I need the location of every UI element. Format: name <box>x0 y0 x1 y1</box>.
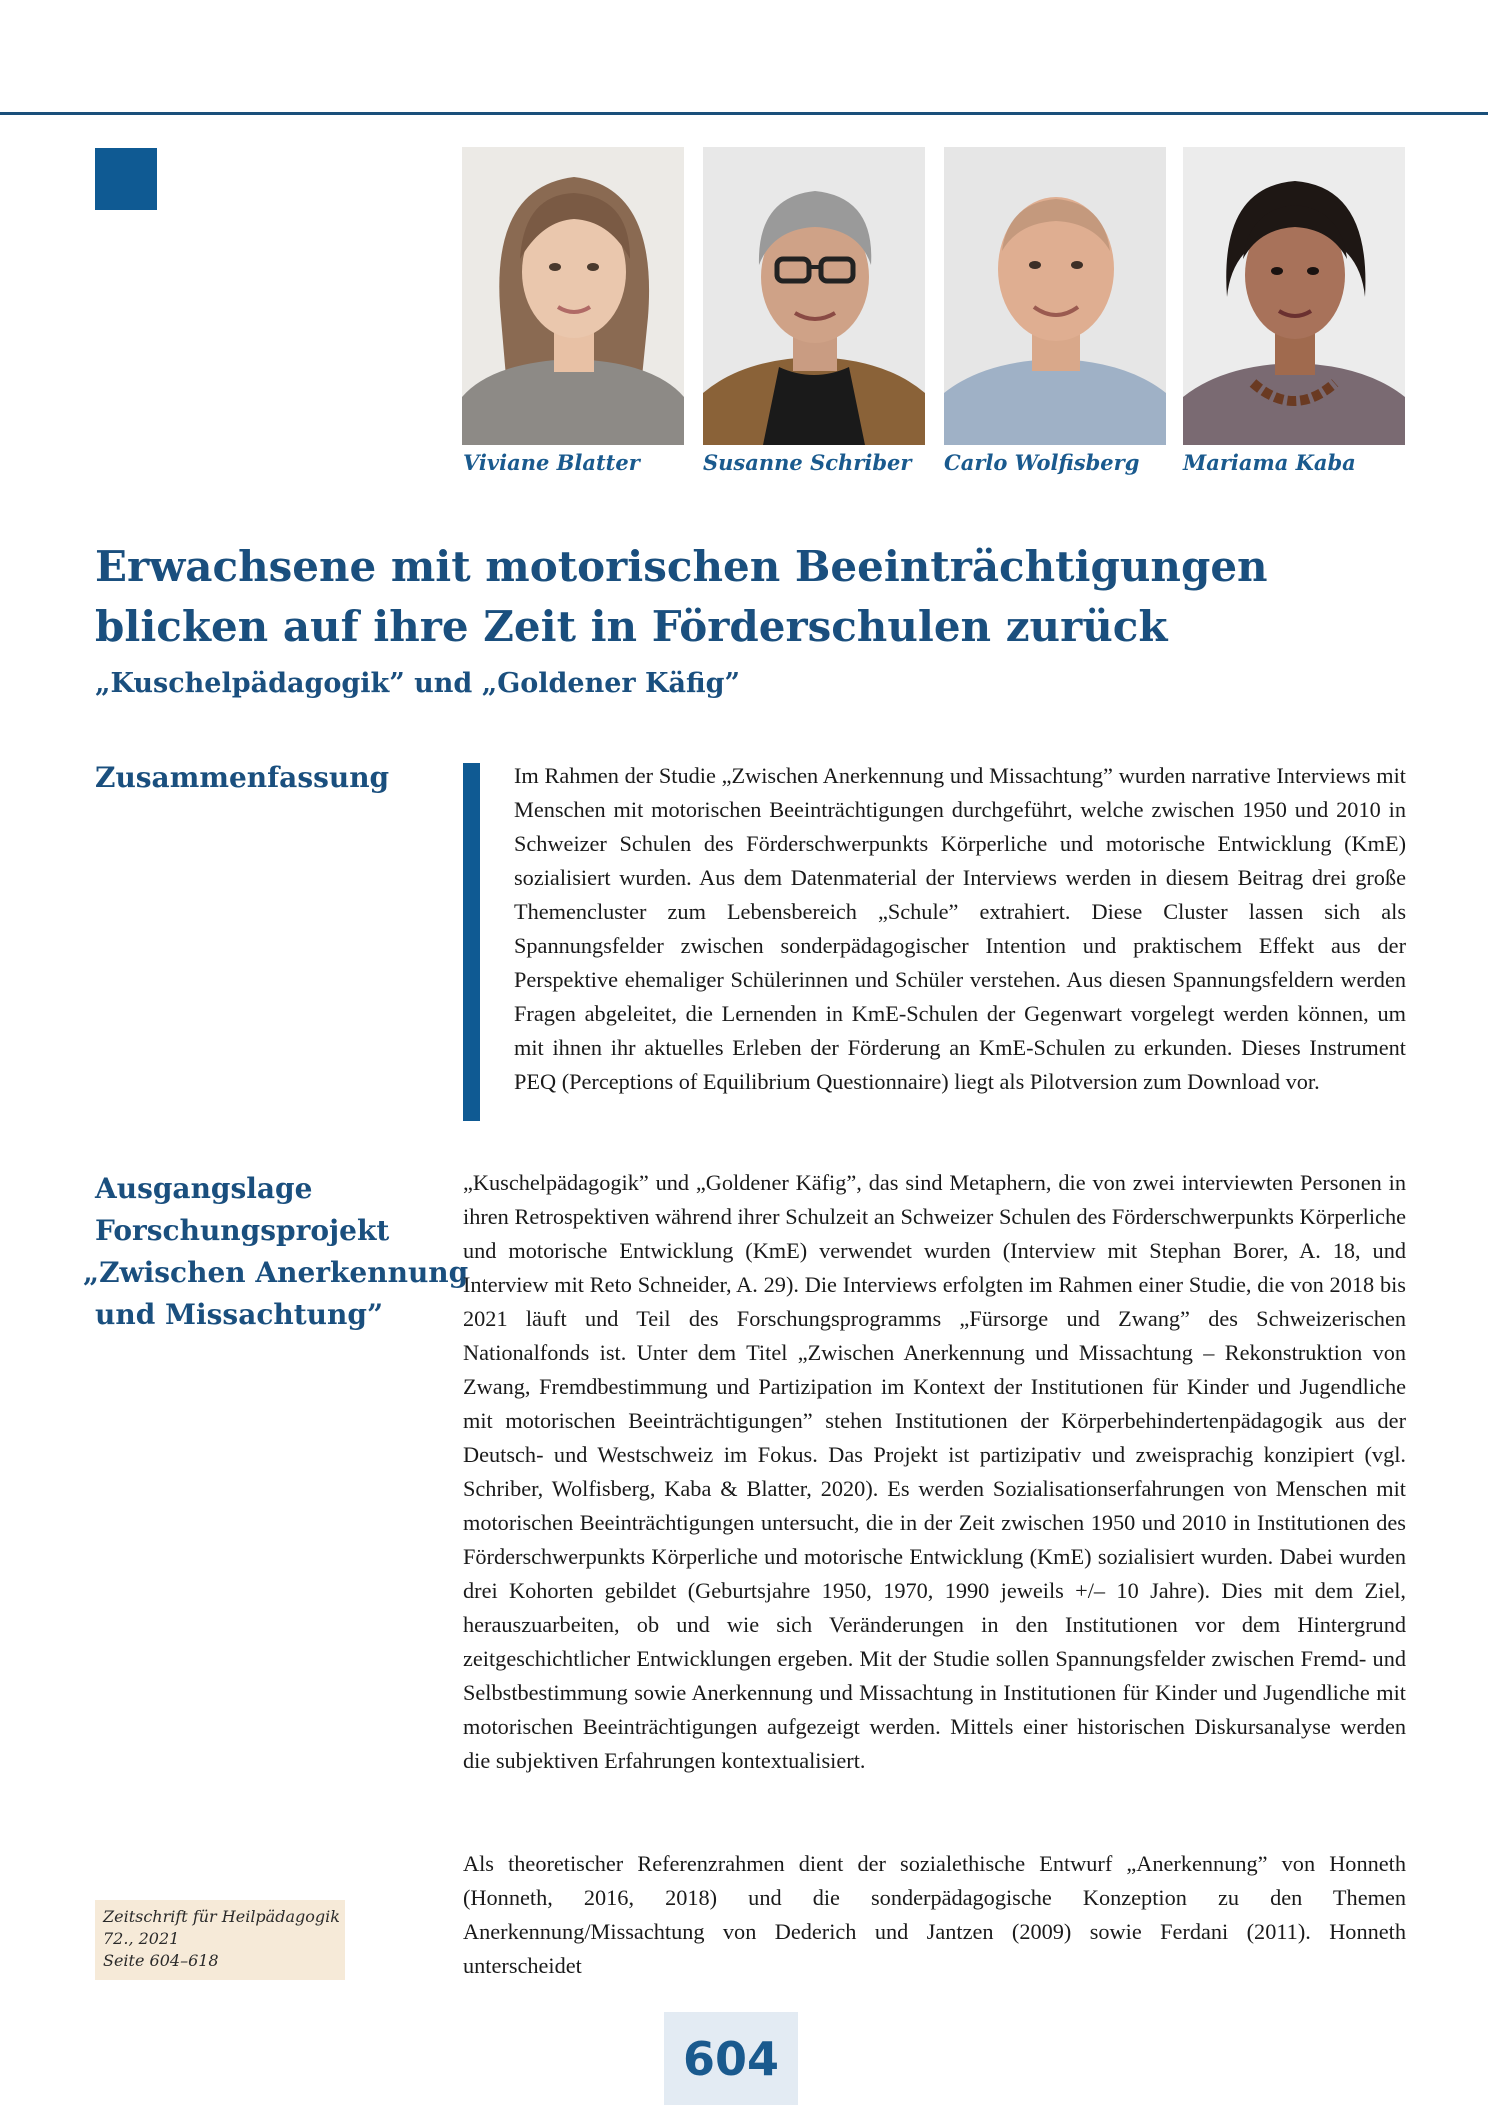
author-name-4: Mariama Kaba <box>1183 450 1356 475</box>
article-title-line-1: Erwachsene mit motorischen Beeinträchtigungen <box>95 542 1268 591</box>
author-portrait-1 <box>462 147 684 445</box>
top-rule <box>0 112 1488 115</box>
journal-name: Zeitschrift für Heilpädagogik <box>103 1907 340 1926</box>
ausgangslage-heading-line-4: und Missachtung” <box>95 1298 384 1331</box>
summary-heading <box>95 757 445 799</box>
summary-text: Im Rahmen der Studie „Zwischen Anerkennung und Missachtung” wurden narrative Interviews mit Menschen mit motorischen Beeinträchtigungen durchgeführt, welche zwischen 1950 und 2010 in Schweizer Schulen des Förderschwerpunkts Körperliche und motorische Entwicklung (KmE) sozialisiert wurden. Aus dem Datenmaterial der Interviews werden in diesem Beitrag drei große Themencluster zum Lebensbereich „Schule” extrahiert. Diese Cluster lassen sich als Spannungsfelder zwischen sonderpädagogischer Intention und praktischem Effekt aus der Perspektive ehemaliger Schülerinnen und Schüler verstehen. Aus diesen Spannungsfeldern werden Fragen abgeleitet, die Lernenden in KmE-Schulen der Gegenwart vorgelegt werden können, um mit ihnen ihr aktuelles Erleben der Förderung an KmE-Schulen zu erkunden. Dieses Instrument PEQ (Perceptions of Equilibrium Questionnaire) liegt als Pilotversion zum Download vor. <box>514 763 1406 1094</box>
ausgangslage-heading-line-2: Forschungsprojekt <box>95 1214 390 1247</box>
author-portrait-4 <box>1183 147 1405 445</box>
page-number: 604 <box>664 2012 798 2105</box>
author-name-3: Carlo Wolfisberg <box>944 450 1140 475</box>
author-name-2: Susanne Schriber <box>703 450 912 475</box>
corner-accent-square <box>95 148 157 210</box>
journal-pages: Seite 604–618 <box>103 1951 219 1970</box>
body-paragraph-1: „Kuschelpädagogik” und „Goldener Käfig”, das sind Metaphern, die von zwei interviewten Personen in ihren Retrospektiven während ihrer Schulzeit an Schweizer Schulen des Förderschwerpunkts Körperliche und motorische Entwicklung (KmE) verwendet wurden (Interview mit Stephan Borer, A. 18, und Interview mit Reto Schneider, A. 29). Die Interviews erfolgten im Rahmen einer Studie, die von 2018 bis 2021 läuft und Teil des Forschungsprogramms „Fürsorge und Zwang” des Schweizerischen Nationalfonds ist. Unter dem Titel „Zwischen Anerkennung und Missachtung – Rekonstruktion von Zwang, Fremdbestimmung und Partizipation im Kontext der Institutionen für Kinder und Jugendliche mit motorischen Beeinträchtigungen” stehen Institutionen der Körperbehindertenpädagogik aus der Deutsch- und Westschweiz im Fokus. Das Projekt ist partizipativ und zweisprachig konzipiert (vgl. Schriber, Wolfisberg, Kaba & Blatter, 2020). Es werden Sozialisationserfahrungen von Menschen mit motorischen Beeinträchtigungen untersucht, die in der Zeit zwischen 1950 und 2010 in Institutionen des Förderschwerpunkts Körperliche und motorische Entwicklung (KmE) sozialisiert wurden. Dabei wurden drei Kohorten gebildet (Geburtsjahre 1950, 1970, 1990 jeweils +/– 10 Jahre). Dies mit dem Ziel, herauszuarbeiten, ob und wie sich Veränderungen in den Institutionen vor dem Hintergrund zeitgeschichtlicher Entwicklungen ergeben. Mit der Studie sollen Spannungsfelder zwischen Fremd- und Selbstbestimmung sowie Anerkennung und Missachtung in Institutionen für Kinder und Jugendliche mit motorischen Beeinträchtigungen aufgezeigt werden. Mittels einer historischen Diskursanalyse werden die subjektiven Erfahrungen kontextualisiert. <box>463 1170 1406 1773</box>
portrait-photo-icon <box>1183 147 1405 445</box>
portrait-photo-icon <box>703 147 925 445</box>
article-title-line-2: blicken auf ihre Zeit in Förderschulen zurück <box>95 602 1168 651</box>
ausgangslage-heading <box>83 1168 469 1336</box>
journal-citation-box <box>95 1900 345 1980</box>
article-subtitle: „Kuschelpädagogik” und „Goldener Käfig” <box>95 668 741 699</box>
summary-heading-text: Zusammenfassung <box>95 761 390 794</box>
journal-volume: 72., 2021 <box>103 1929 180 1948</box>
portrait-photo-icon <box>462 147 684 445</box>
author-portrait-3 <box>944 147 1166 445</box>
abstract-accent-bar <box>463 763 480 1121</box>
body-paragraph-2: Als theoretischer Referenzrahmen dient der sozialethische Entwurf „Anerkennung” von Honneth (Honneth, 2016, 2018) und die sonderpädagogische Konzeption zu den Themen Anerkennung/Missachtung von Dederich und Jantzen (2009) sowie Ferdani (2011). Honneth unterscheidet <box>463 1851 1406 1978</box>
article-title <box>95 537 1295 657</box>
portrait-photo-icon <box>944 147 1166 445</box>
author-name-1: Viviane Blatter <box>463 450 640 475</box>
ausgangslage-heading-line-1: Ausgangslage <box>95 1172 313 1205</box>
author-portrait-2 <box>703 147 925 445</box>
ausgangslage-heading-line-3: „Zwischen Anerkennung <box>83 1256 469 1289</box>
